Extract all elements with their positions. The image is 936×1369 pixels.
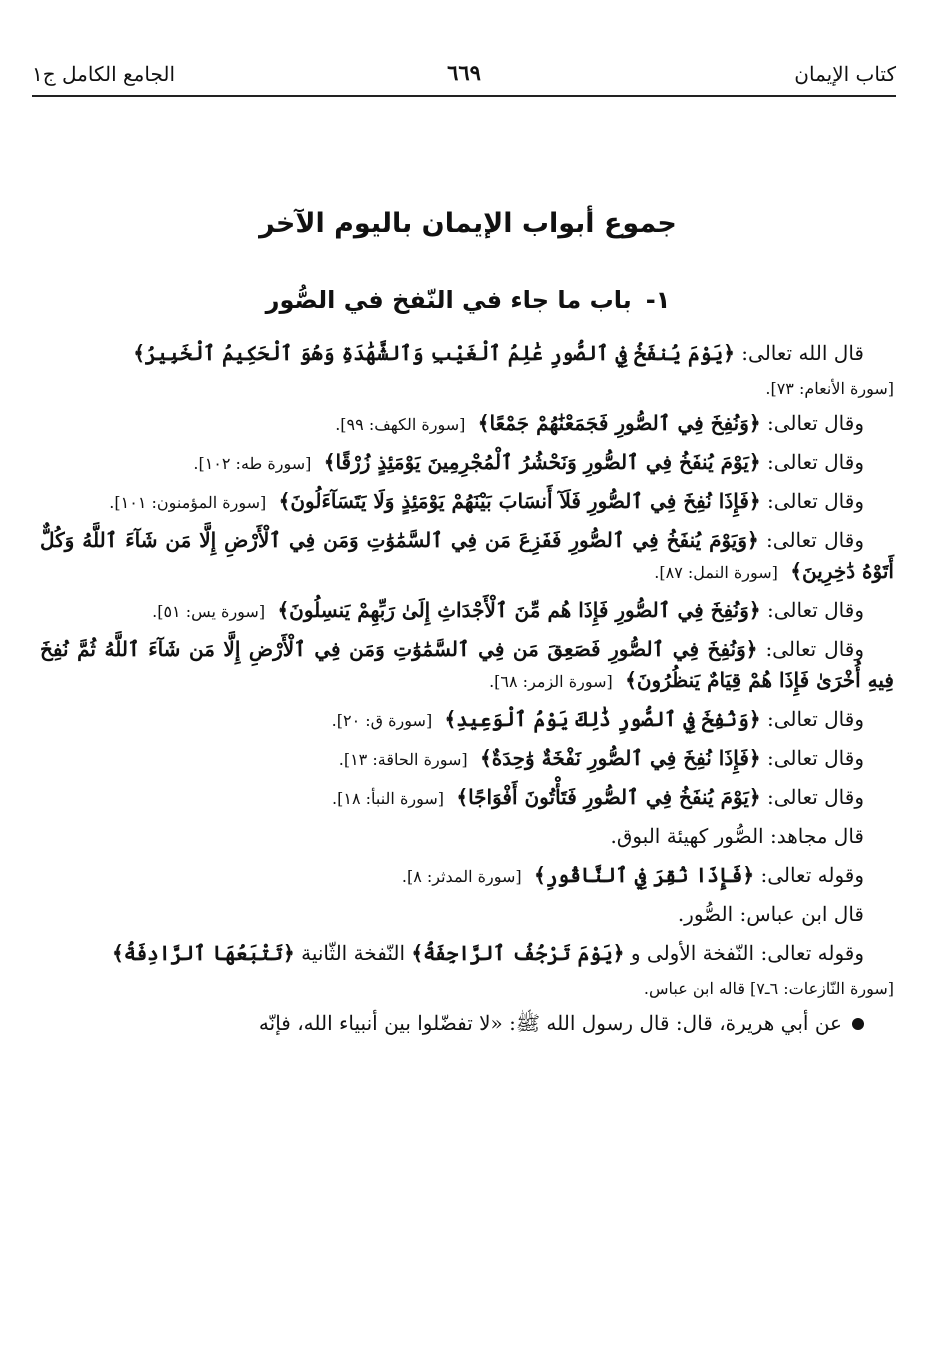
verse-lead: وقال تعالى: <box>765 636 865 661</box>
hadith-text: عن أبي هريرة، قال: قال رسول الله ﷺ: «لا تفضّلوا بين أنبياء الله، فإنّه <box>258 1010 842 1035</box>
verse-paragraph <box>40 860 894 891</box>
verse-reference: [سورة ق: ٢٠]. <box>331 710 433 730</box>
quran-verse: ﴿يَوْمَ يُنفَخُ فِي ٱلصُّورِ وَنَحْشُرُ ٱلْمُجْرِمِينَ يَوْمَئِذٍ زُرْقًا﴾ <box>323 449 761 474</box>
verse-lead: وقوله تعالى: <box>760 940 864 965</box>
quran-verse: ﴿فَإِذَا نُفِخَ فِي ٱلصُّورِ فَلَآ أَنسَابَ بَيْنَهُمْ يَوْمَئِذٍ وَلَا يَتَسَآءَلُونَ﴾ <box>278 488 761 513</box>
header-volume: الجامع الكامل ج١ <box>32 62 176 86</box>
running-header <box>32 58 896 92</box>
verse-paragraph <box>40 634 894 696</box>
verse-lead: وقال تعالى: <box>766 527 864 552</box>
quran-verse: ﴿وَنُفِخَ فِي ٱلصُّورِ فَجَمَعْنَٰهُمْ جَمْعًا﴾ <box>477 410 761 435</box>
verse-reference: [سورة الأنعام: ٧٣]. <box>765 379 894 398</box>
verse-reference: [سورة النمل: ٨٧]. <box>654 562 778 582</box>
ibn-abbas-quote: قال ابن عباس: الصُّور. <box>677 901 864 926</box>
verse-reference: [سورة النّازعات: ٦ـ٧] قاله ابن عباس. <box>643 978 894 998</box>
verse-lead: وقال تعالى: <box>766 784 864 809</box>
verse-paragraph <box>40 938 894 969</box>
first-blast-label: النّفخة الأولى و <box>630 940 755 965</box>
verse-paragraph <box>40 704 894 735</box>
quran-verse: ﴿وَنُفِخَ فِي ٱلصُّورِ فَإِذَا هُم مِّنَ ٱلْأَجْدَاثِ إِلَىٰ رَبِّهِمْ يَنسِلُونَ﴾ <box>277 597 761 622</box>
verse-lead: وقال تعالى: <box>766 488 864 513</box>
verse-paragraph <box>40 338 894 369</box>
second-blast-label: النّفخة الثّانية <box>301 940 406 965</box>
verse-lead: وقال تعالى: <box>766 597 864 622</box>
quran-verse: ﴿تَتْبَعُهَا ٱلرَّادِفَةُ﴾ <box>112 940 295 965</box>
quran-verse: ﴿فَإِذَا نُقِرَ فِي ٱلنَّاقُورِ﴾ <box>533 862 755 887</box>
chapter-heading <box>0 286 936 314</box>
verse-reference: [سورة الحاقة: ١٣]. <box>338 749 468 769</box>
verse-paragraph <box>40 525 894 587</box>
page-number: ٦٦٩ <box>447 60 481 85</box>
verse-lead: وقال تعالى: <box>766 745 864 770</box>
section-title: جموع أبواب الإيمان باليوم الآخر <box>259 208 677 239</box>
verse-paragraph <box>40 447 894 478</box>
bullet-icon <box>852 1018 864 1030</box>
verse-reference: [سورة المؤمنون: ١٠١]. <box>109 492 267 512</box>
verse-paragraph <box>40 408 894 439</box>
verse-lead: وقال تعالى: <box>766 706 864 731</box>
verse-paragraph <box>40 486 894 517</box>
verse-reference: [سورة المدثر: ٨]. <box>401 866 522 886</box>
verse-paragraph <box>40 782 894 813</box>
header-book-title: كتاب الإيمان <box>794 62 896 86</box>
verse-reference: [سورة يس: ٥١]. <box>152 601 266 621</box>
quran-verse: ﴿يَوْمَ يُنفَخُ فِي ٱلصُّورِ عَٰلِمُ ٱلْغَيْبِ وَٱلشَّهَٰدَةِ وَهُوَ ٱلْحَكِيمُ ٱلْخَبِيرُ﴾ <box>133 341 735 365</box>
mujahid-quote: قال مجاهد: الصُّور كهيئة البوق. <box>610 823 864 848</box>
quran-verse: ﴿وَيَوْمَ يُنفَخُ فِي ٱلصُّورِ فَفَزِعَ مَن فِي ٱلسَّمَٰوَٰتِ وَمَن فِي ٱلْأَرْضِ إِلَّا مَن شَآءَ ٱللَّهُ وَكُلٌّ أَتَوْهُ دَٰخِرِينَ﴾ <box>40 527 894 583</box>
quran-verse: ﴿يَوْمَ تَرْجُفُ ٱلرَّاجِفَةُ﴾ <box>411 940 625 965</box>
verse-lead: وقوله تعالى: <box>760 862 864 887</box>
verse-paragraph <box>40 595 894 626</box>
quran-verse: ﴿يَوْمَ يُنفَخُ فِي ٱلصُّورِ فَتَأْتُونَ أَفْوَاجًا﴾ <box>456 784 761 809</box>
chapter-title: باب ما جاء في النّفخ في الصُّور <box>265 286 632 314</box>
hadith-paragraph <box>40 1008 894 1039</box>
quran-verse: ﴿فَإِذَا نُفِخَ فِي ٱلصُّورِ نَفْخَةٌ وَٰحِدَةٌ﴾ <box>479 745 761 770</box>
quran-verse: ﴿وَنُفِخَ فِي ٱلصُّورِ ذَٰلِكَ يَوْمُ ٱلْوَعِيدِ﴾ <box>444 706 761 731</box>
quran-verse: ﴿وَنُفِخَ فِي ٱلصُّورِ فَصَعِقَ مَن فِي ٱلسَّمَٰوَٰتِ وَمَن فِي ٱلْأَرْضِ إِلَّا مَن شَآءَ ٱللَّهُ ثُمَّ نُفِخَ فِيهِ أُخْرَىٰ فَإِذَا هُمْ قِيَامٌ يَنظُرُونَ﴾ <box>40 636 894 692</box>
verse-paragraph <box>40 743 894 774</box>
verse-reference: [سورة الزمر: ٦٨]. <box>489 671 613 691</box>
verse-reference: [سورة طه: ١٠٢]. <box>193 453 312 473</box>
verse-reference: [سورة الكهف: ٩٩]. <box>335 414 466 434</box>
verse-lead: وقال تعالى: <box>766 449 864 474</box>
body-text <box>40 338 894 1047</box>
chapter-number: ١- <box>645 286 671 314</box>
verse-reference: [سورة النبأ: ١٨]. <box>332 788 444 808</box>
verse-lead: وقال تعالى: <box>766 410 864 435</box>
header-divider <box>32 95 896 97</box>
verse-lead: قال الله تعالى: <box>741 341 864 365</box>
